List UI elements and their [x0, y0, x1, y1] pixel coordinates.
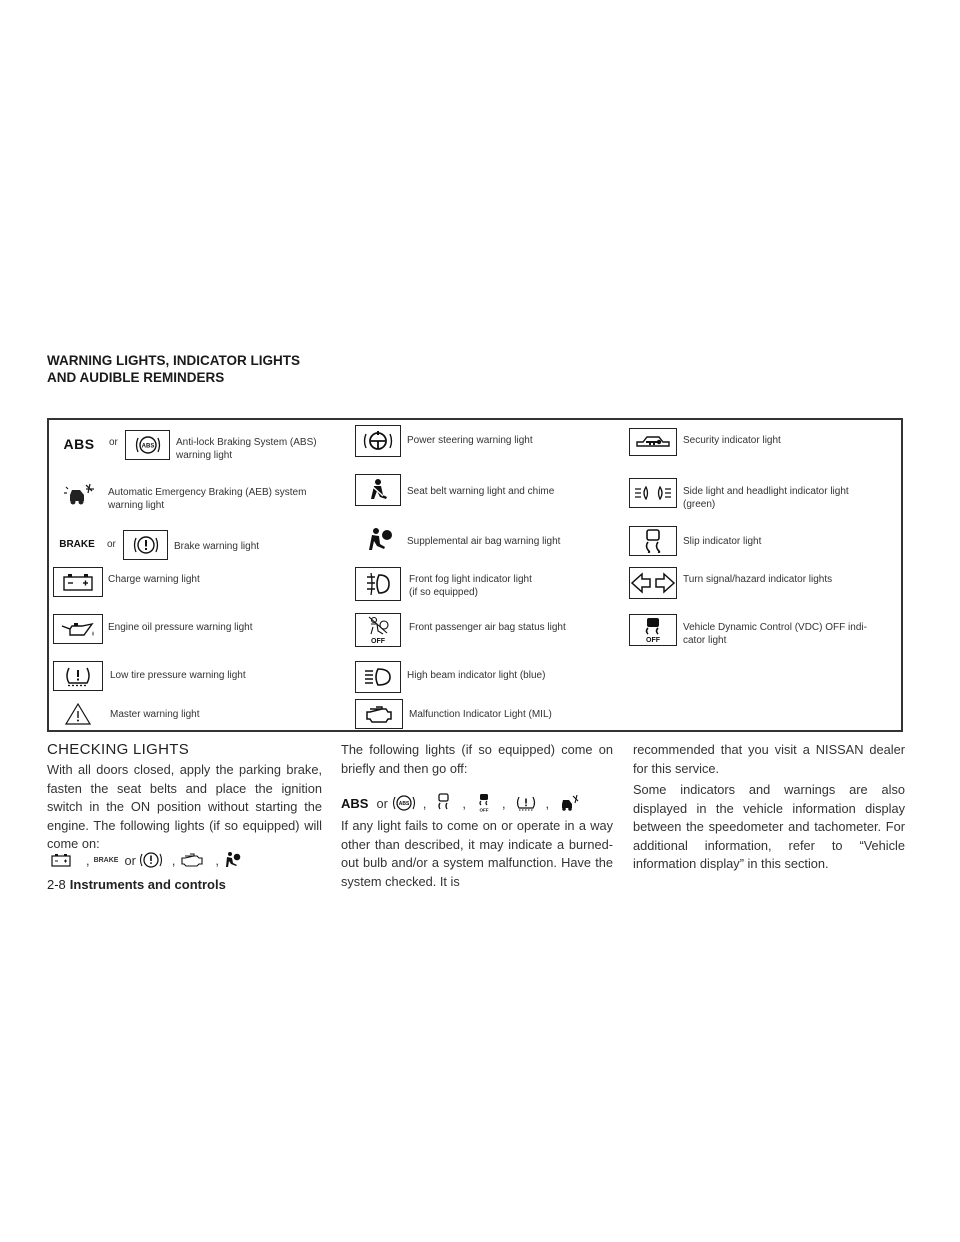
master-warning-icon — [61, 700, 95, 728]
svg-text:ABS: ABS — [141, 443, 154, 450]
tire-pressure-icon — [53, 661, 103, 691]
comma: , — [86, 852, 90, 868]
passenger-airbag-label: Front passenger air bag status light — [409, 622, 566, 633]
checking-paragraph-1: With all doors closed, apply the parking brake, fasten the seat belts and place the ignition switch in the ON position without starting the engine. The following lights (if so equipped) will come on: — [47, 762, 322, 851]
passenger-airbag-icon — [355, 613, 401, 647]
brake-text-icon: BRAKE — [59, 538, 95, 550]
oil-can-icon — [53, 614, 103, 644]
checking-paragraph-2: The following lights (if so equipped) come on briefly and then go off: — [341, 742, 613, 776]
slip-label: Slip indicator light — [683, 536, 762, 547]
section-title — [47, 352, 300, 386]
or-text-2: or — [107, 539, 116, 550]
comma-7: , — [545, 795, 550, 811]
turn-signal-label: Turn signal/hazard indicator lights — [683, 574, 833, 585]
vdc-off-icon — [629, 614, 677, 646]
side-light-label: Side light and headlight indicator light (green) — [683, 486, 849, 510]
airbag-icon-small — [223, 851, 241, 869]
comma-4: , — [422, 795, 427, 811]
brake-circle-icon-small — [138, 851, 164, 869]
or-text-inline: or — [124, 852, 136, 868]
or-text: or — [109, 437, 118, 448]
aeb-label: Automatic Emergency Braking (AEB) system warning light — [108, 487, 307, 511]
slip-icon — [629, 526, 677, 556]
power-steering-icon — [355, 425, 401, 457]
page-number: 2-8 — [47, 877, 66, 892]
tire-pressure-icon-small — [514, 794, 538, 812]
checking-heading: CHECKING LIGHTS — [47, 741, 190, 758]
section-title-line-1: WARNING LIGHTS, INDICATOR LIGHTS — [47, 353, 300, 368]
power-steering-label: Power steering warning light — [407, 435, 533, 446]
brake-text-small: BRAKE — [93, 856, 119, 864]
battery-icon — [53, 567, 103, 597]
high-beam-icon — [355, 661, 401, 693]
vdc-off-icon-small — [474, 793, 494, 813]
brake-label: Brake warning light — [174, 541, 260, 552]
slip-icon-small — [434, 793, 454, 813]
front-fog-label: Front fog light indicator light (if so equipped) — [409, 574, 532, 598]
comma-5: , — [462, 795, 466, 811]
seat-belt-icon — [355, 474, 401, 506]
airbag-icon — [363, 525, 397, 555]
aeb-icon-small — [557, 794, 581, 812]
turn-signal-icon — [629, 567, 677, 599]
chapter-title: Instruments and controls — [69, 877, 226, 892]
section-title-line-2: AND AUDIBLE REMINDERS — [47, 370, 225, 385]
abs-label: Anti-lock Braking System (ABS) warning light — [176, 437, 317, 461]
svg-text:OFF: OFF — [646, 637, 660, 644]
oil-label: Engine oil pressure warning light — [108, 622, 253, 633]
svg-text:OFF: OFF — [479, 807, 489, 813]
brief-icon-row — [341, 793, 581, 813]
mil-label: Malfunction Indicator Light (MIL) — [409, 709, 552, 720]
page-footer — [47, 877, 226, 892]
abs-text-small: ABS — [341, 795, 369, 811]
security-label: Security indicator light — [683, 435, 781, 446]
master-label: Master warning light — [110, 709, 200, 720]
abs-circle-icon — [125, 430, 170, 460]
engine-icon-small — [179, 851, 205, 869]
comma-2: , — [171, 852, 176, 868]
fog-light-icon — [355, 567, 401, 601]
high-beam-label: High beam indicator light (blue) — [407, 670, 546, 681]
battery-icon-small — [50, 852, 72, 868]
abs-text-icon: ABS — [63, 435, 95, 452]
vdc-label: Vehicle Dynamic Control (VDC) OFF indi- cator light — [683, 622, 867, 646]
checking-paragraph-5: Some indicators and warnings are also displayed in the vehicle information display between the speedometer and tachometer. For additional information, refer to “Vehicle information display” in this section. — [633, 782, 905, 871]
brake-circle-icon — [123, 530, 168, 560]
checking-paragraph-4: recommended that you visit a NISSAN dealer for this service. — [633, 742, 905, 776]
abs-circle-icon-small — [391, 794, 417, 812]
security-car-icon — [629, 428, 677, 456]
svg-text:OFF: OFF — [371, 638, 385, 645]
comma-3: , — [215, 852, 219, 868]
aeb-icon — [57, 480, 103, 508]
comma-6: , — [501, 795, 506, 811]
checking-paragraph-3: If any light fails to come on or operate in a way other than described, it may indicate a burned-out bulb and/or a system malfunction. Have the system checked. It is — [341, 818, 613, 889]
side-light-icon — [629, 478, 677, 508]
indicator-table — [47, 418, 903, 732]
tire-label: Low tire pressure warning light — [110, 670, 246, 681]
svg-text:ABS: ABS — [398, 801, 410, 807]
airbag-label: Supplemental air bag warning light — [407, 536, 561, 547]
engine-icon — [355, 699, 403, 729]
seat-belt-label: Seat belt warning light and chime — [407, 486, 555, 497]
startup-icon-row — [50, 851, 241, 869]
charge-label: Charge warning light — [108, 574, 200, 585]
or-text-inline-2: or — [376, 795, 388, 811]
